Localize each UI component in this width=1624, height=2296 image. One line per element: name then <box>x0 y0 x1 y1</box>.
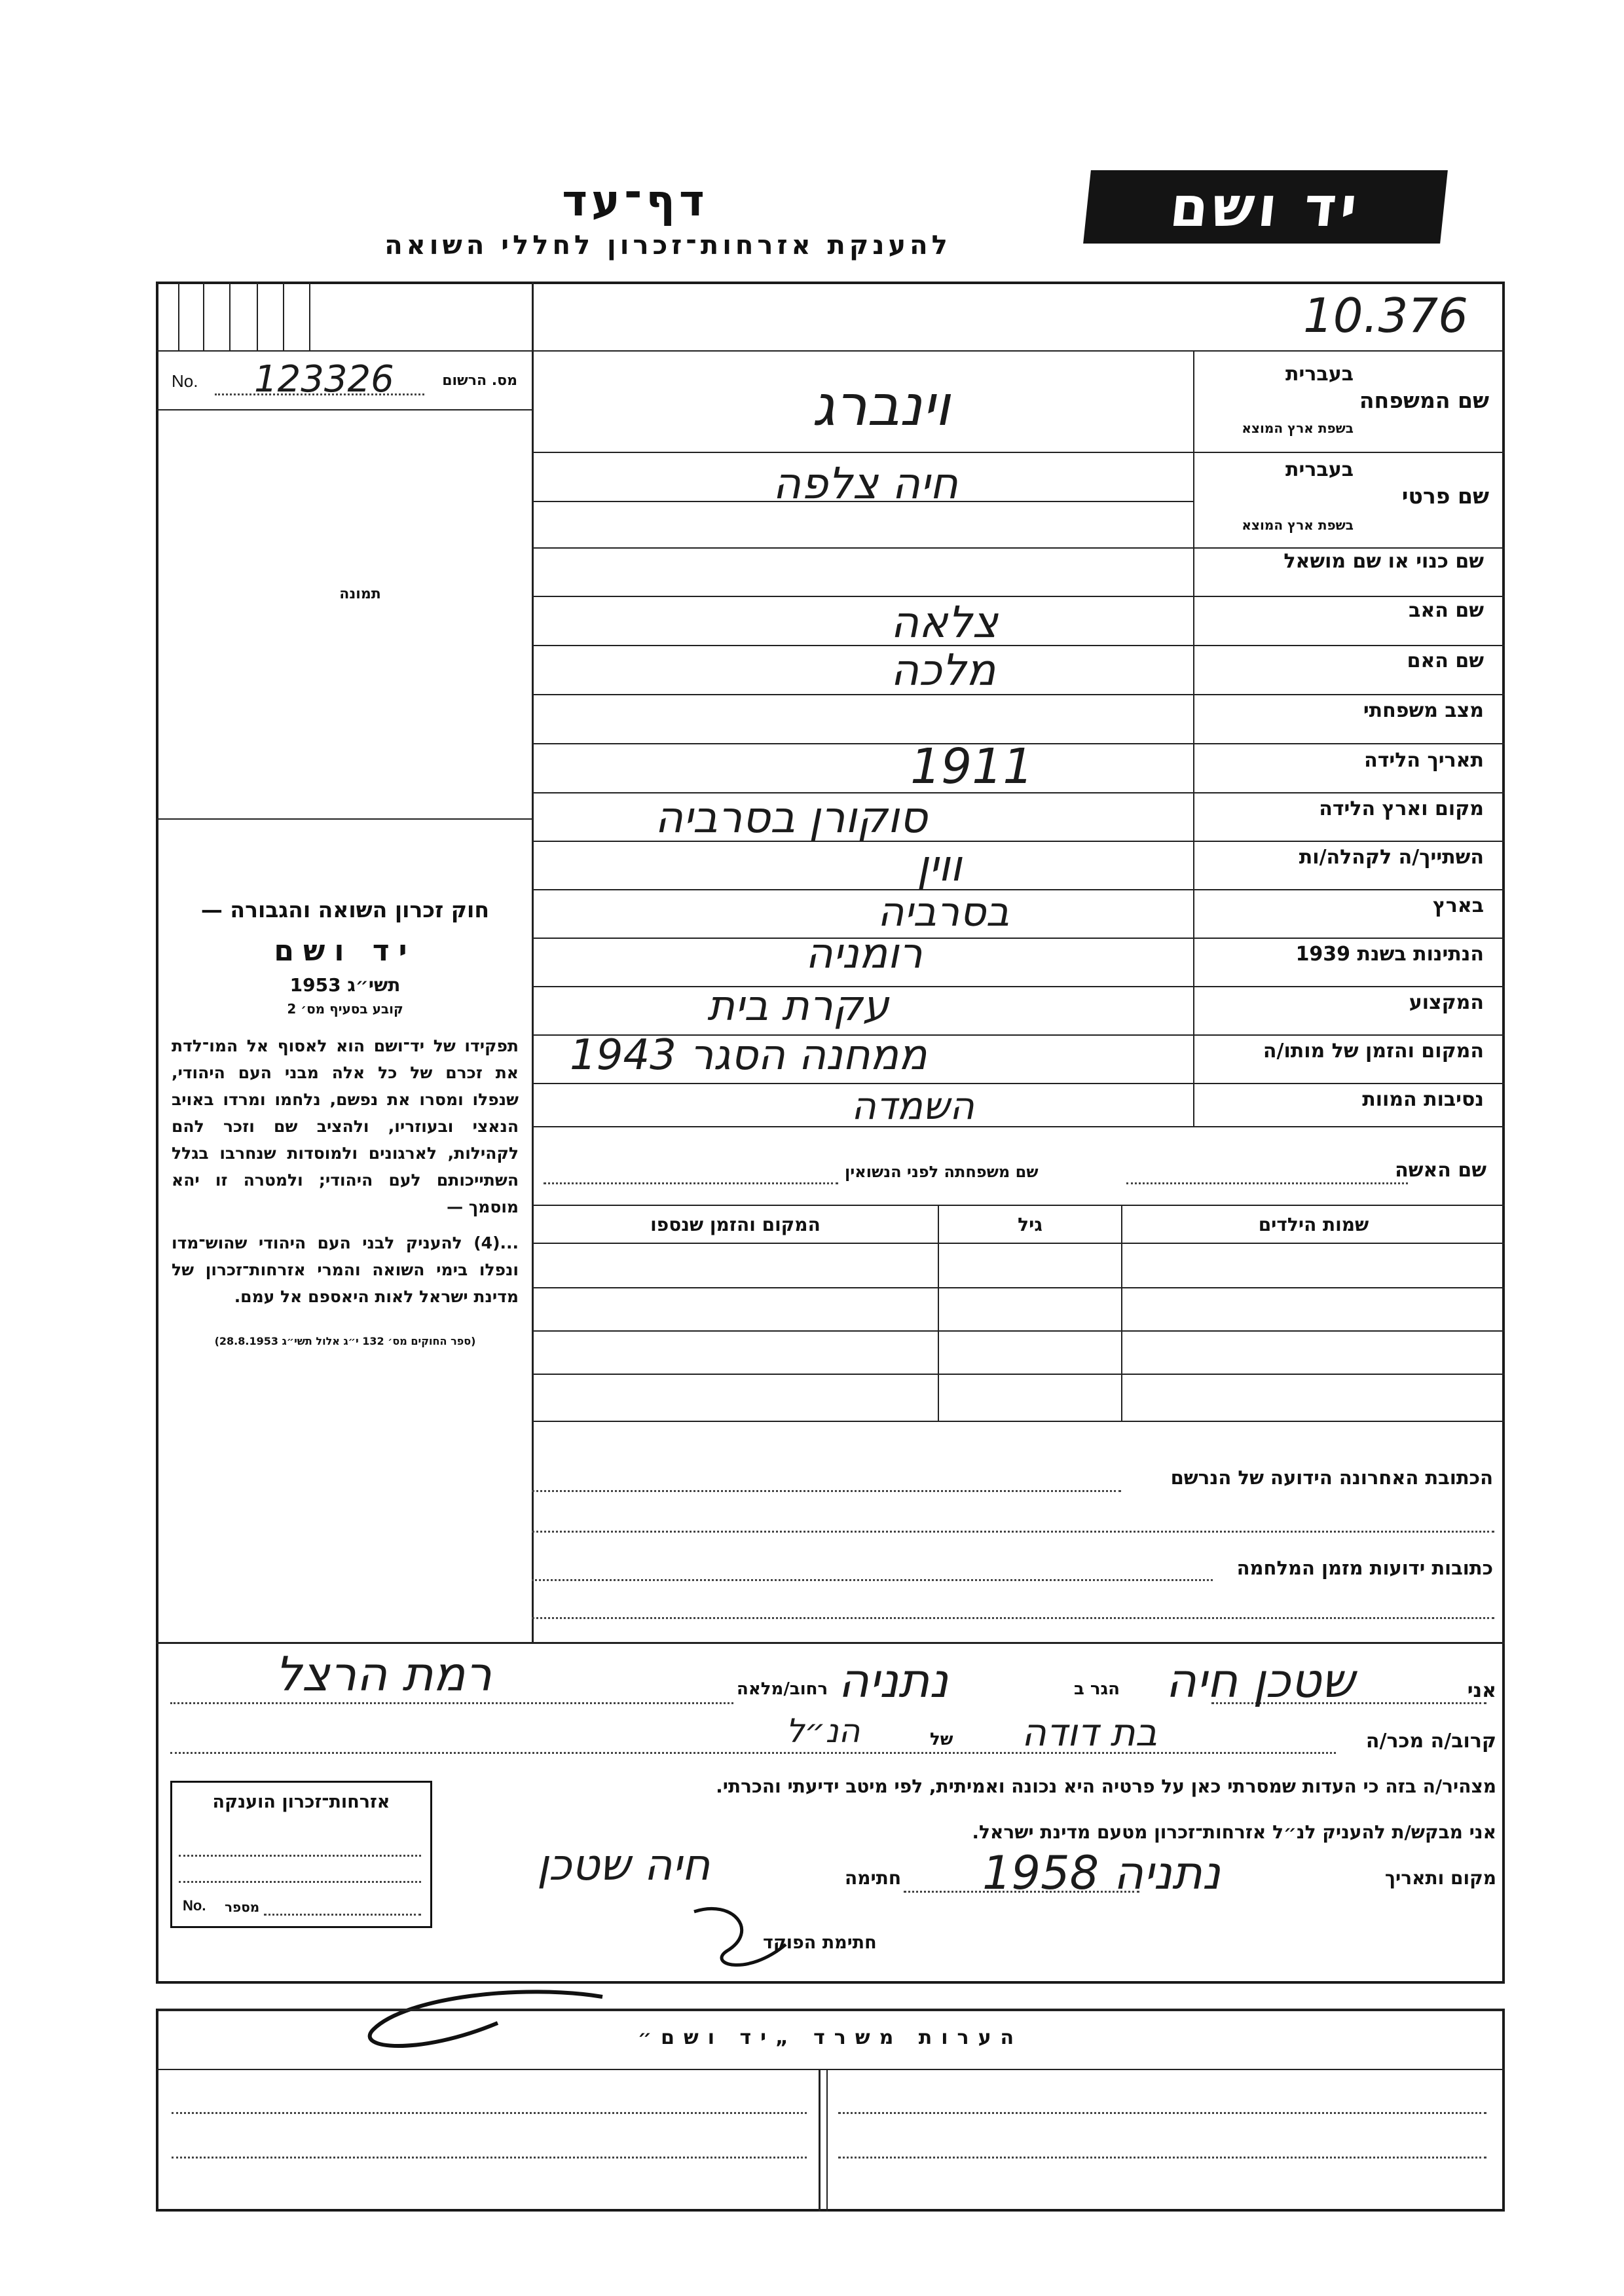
wife-label: שם האשה <box>1395 1159 1486 1182</box>
decl-street-value: רמת הרצל <box>275 1647 492 1702</box>
law-name: יד ושם <box>274 934 416 968</box>
form-subtitle: להענקת אזרחות־זכרון לחללי השואה <box>384 230 951 261</box>
form-title: דף־עד <box>562 175 709 226</box>
community-label: השתייך/ה לקהלה/ות <box>1299 846 1484 869</box>
logo-text: יד ושם <box>1167 175 1364 239</box>
decl-signature-value: חיה שטכן <box>537 1840 710 1890</box>
wife-maiden-label: שם משפחתה לפני הנשואין <box>845 1163 1039 1181</box>
law-text-1: תפקידו של יד־ושם הוא לאסוף אל המו־לדת את זכרם של כל אלה מבני העם היהודי, שנפלו ומסרו את נפשם, נלחמו ומרדו באויב הנאצי ובעוזריו, ולהציב שם וזכר להם לקהילות, לארגונים ולמוסדות שנחרבו בגלל השתייכותם לעם היהודי; ולמטרה זו יהא מוסמך — <box>172 1036 519 1216</box>
family-name-origin-label: בשפת ארץ המוצא <box>1242 420 1354 436</box>
father-value: צלאה <box>891 597 998 647</box>
mother-value: מלכה <box>891 645 996 695</box>
nickname-label: שם כנוי או שם מושאל <box>1283 550 1484 573</box>
children-header-names: שמות הילדים <box>1258 1214 1369 1235</box>
decl-i-label: אני <box>1467 1679 1496 1702</box>
profession-label: המקצוע <box>1409 991 1484 1014</box>
birth-place-label: מקום וארץ הלידה <box>1319 797 1484 820</box>
file-number: 10.376 <box>1303 288 1468 343</box>
first-name-hebrew-label: בעברית <box>1285 458 1354 481</box>
decl-resides-value: נתניה <box>838 1653 949 1708</box>
wartime-address-label: כתובות ידועות מזמן המלחמה <box>1236 1557 1493 1579</box>
marital-label: מצב משפחתי <box>1363 699 1484 722</box>
decl-place-date-value: נתניה 1958 <box>982 1846 1221 1900</box>
law-section <box>172 897 519 1347</box>
grant-box-number-label: מספר <box>225 1899 260 1915</box>
decl-of-value: הנ״ל <box>786 1712 860 1750</box>
citizenship-value: רומניה <box>805 930 923 978</box>
grant-box-title: אזרחות־זכרון הוענקה <box>212 1792 390 1812</box>
community-value: ווין <box>917 841 962 891</box>
mother-label: שם האם <box>1407 649 1484 672</box>
decl-i-value: שטכן חיה <box>1166 1653 1355 1708</box>
family-name-hebrew-label: בעברית <box>1285 363 1354 386</box>
photo-label: תמונה <box>339 586 381 602</box>
death-cause-label: נסיבות המוות <box>1362 1088 1484 1111</box>
grant-box-no-label: No. <box>183 1897 206 1914</box>
remarks-title: הערות משרד „יד ושם״ <box>637 2026 1024 2049</box>
decl-resides-label: הגר ב <box>1074 1679 1120 1699</box>
law-clause: קובע בסעיף מס׳ 2 <box>287 1001 403 1017</box>
birth-place-value: סוקורן בסרביה <box>655 792 928 843</box>
country-value: בסרביה <box>877 888 1010 936</box>
country-label: בארץ <box>1432 894 1484 917</box>
last-address-label: הכתובת האחרונה הידועה של הנרשם <box>1170 1467 1493 1489</box>
children-header-age: גיל <box>1018 1214 1043 1235</box>
registration-no-label: No. <box>172 371 198 391</box>
law-year: תשי״ג 1953 <box>289 974 401 996</box>
decl-statement-1: מצהיר/ה בזה כי העדות שמסרתי כאן על פרטיה היא נכונה ואמיתית, לפי מיטב ידיעתי והכרתי. <box>716 1776 1496 1797</box>
death-cause-value: השמדה <box>851 1084 974 1128</box>
decl-statement-2: אני מבקש/ת להעניק לנ״ל אזרחות־זכרון מטעם מדינת ישראל. <box>972 1821 1496 1843</box>
first-name-origin-label: בשפת ארץ המוצא <box>1242 517 1354 533</box>
first-name-value: חיה צלפה <box>773 458 958 509</box>
birth-date-label: תאריך הלידה <box>1364 749 1484 772</box>
decl-signature-label: חתימה <box>845 1867 902 1889</box>
registration-number: 123326 <box>254 358 394 401</box>
profession-value: עקרת בית <box>707 982 889 1030</box>
death-place-label: המקום והזמן של מותו/ה <box>1263 1040 1484 1063</box>
family-name-value: וינברג <box>812 373 950 439</box>
decl-relative-value: בת דודה <box>1022 1710 1158 1755</box>
decl-street-label: רחוב/מלאה <box>737 1679 828 1699</box>
law-title: חוק זכרון השואה והגבורה — <box>200 897 490 922</box>
first-name-label: שם פרטי <box>1401 483 1489 509</box>
father-label: שם האב <box>1409 599 1484 622</box>
citizenship-label: הנתינות בשנת 1939 <box>1295 943 1484 966</box>
decl-official-sig-label: חתימת הפוקד <box>763 1933 877 1953</box>
children-header-place: המקום והזמן שנספו <box>650 1214 821 1235</box>
registration-label: מס. הרשום <box>442 373 517 389</box>
family-name-label: שם המשפחה <box>1359 388 1489 413</box>
law-source: (ספר החוקים מס׳ 132 י״ג אלול תשי״ג 28.8.1953) <box>214 1335 476 1347</box>
decl-of-label: של <box>930 1730 953 1749</box>
yad-vashem-logo <box>1083 170 1448 244</box>
decl-place-date-label: מקום ותאריך <box>1384 1867 1496 1889</box>
registration-box <box>156 350 532 409</box>
law-text-2: ...(4) להעניק לבני העם היהודי שהוש־מדו ונפלו בימי השואה והמרי אזרחות־זכרון של מדינת ישראל לאות היאספם אל עמם. <box>172 1233 519 1306</box>
death-place-value: ממחנה הסגר 1943 <box>570 1031 927 1080</box>
first-name-label-block <box>1196 456 1494 547</box>
family-name-label-block <box>1196 359 1494 452</box>
decl-relative-label: קרוב/ה מכר/ה <box>1365 1730 1496 1753</box>
birth-date-value: 1911 <box>910 738 1034 795</box>
grant-box <box>170 1781 432 1928</box>
